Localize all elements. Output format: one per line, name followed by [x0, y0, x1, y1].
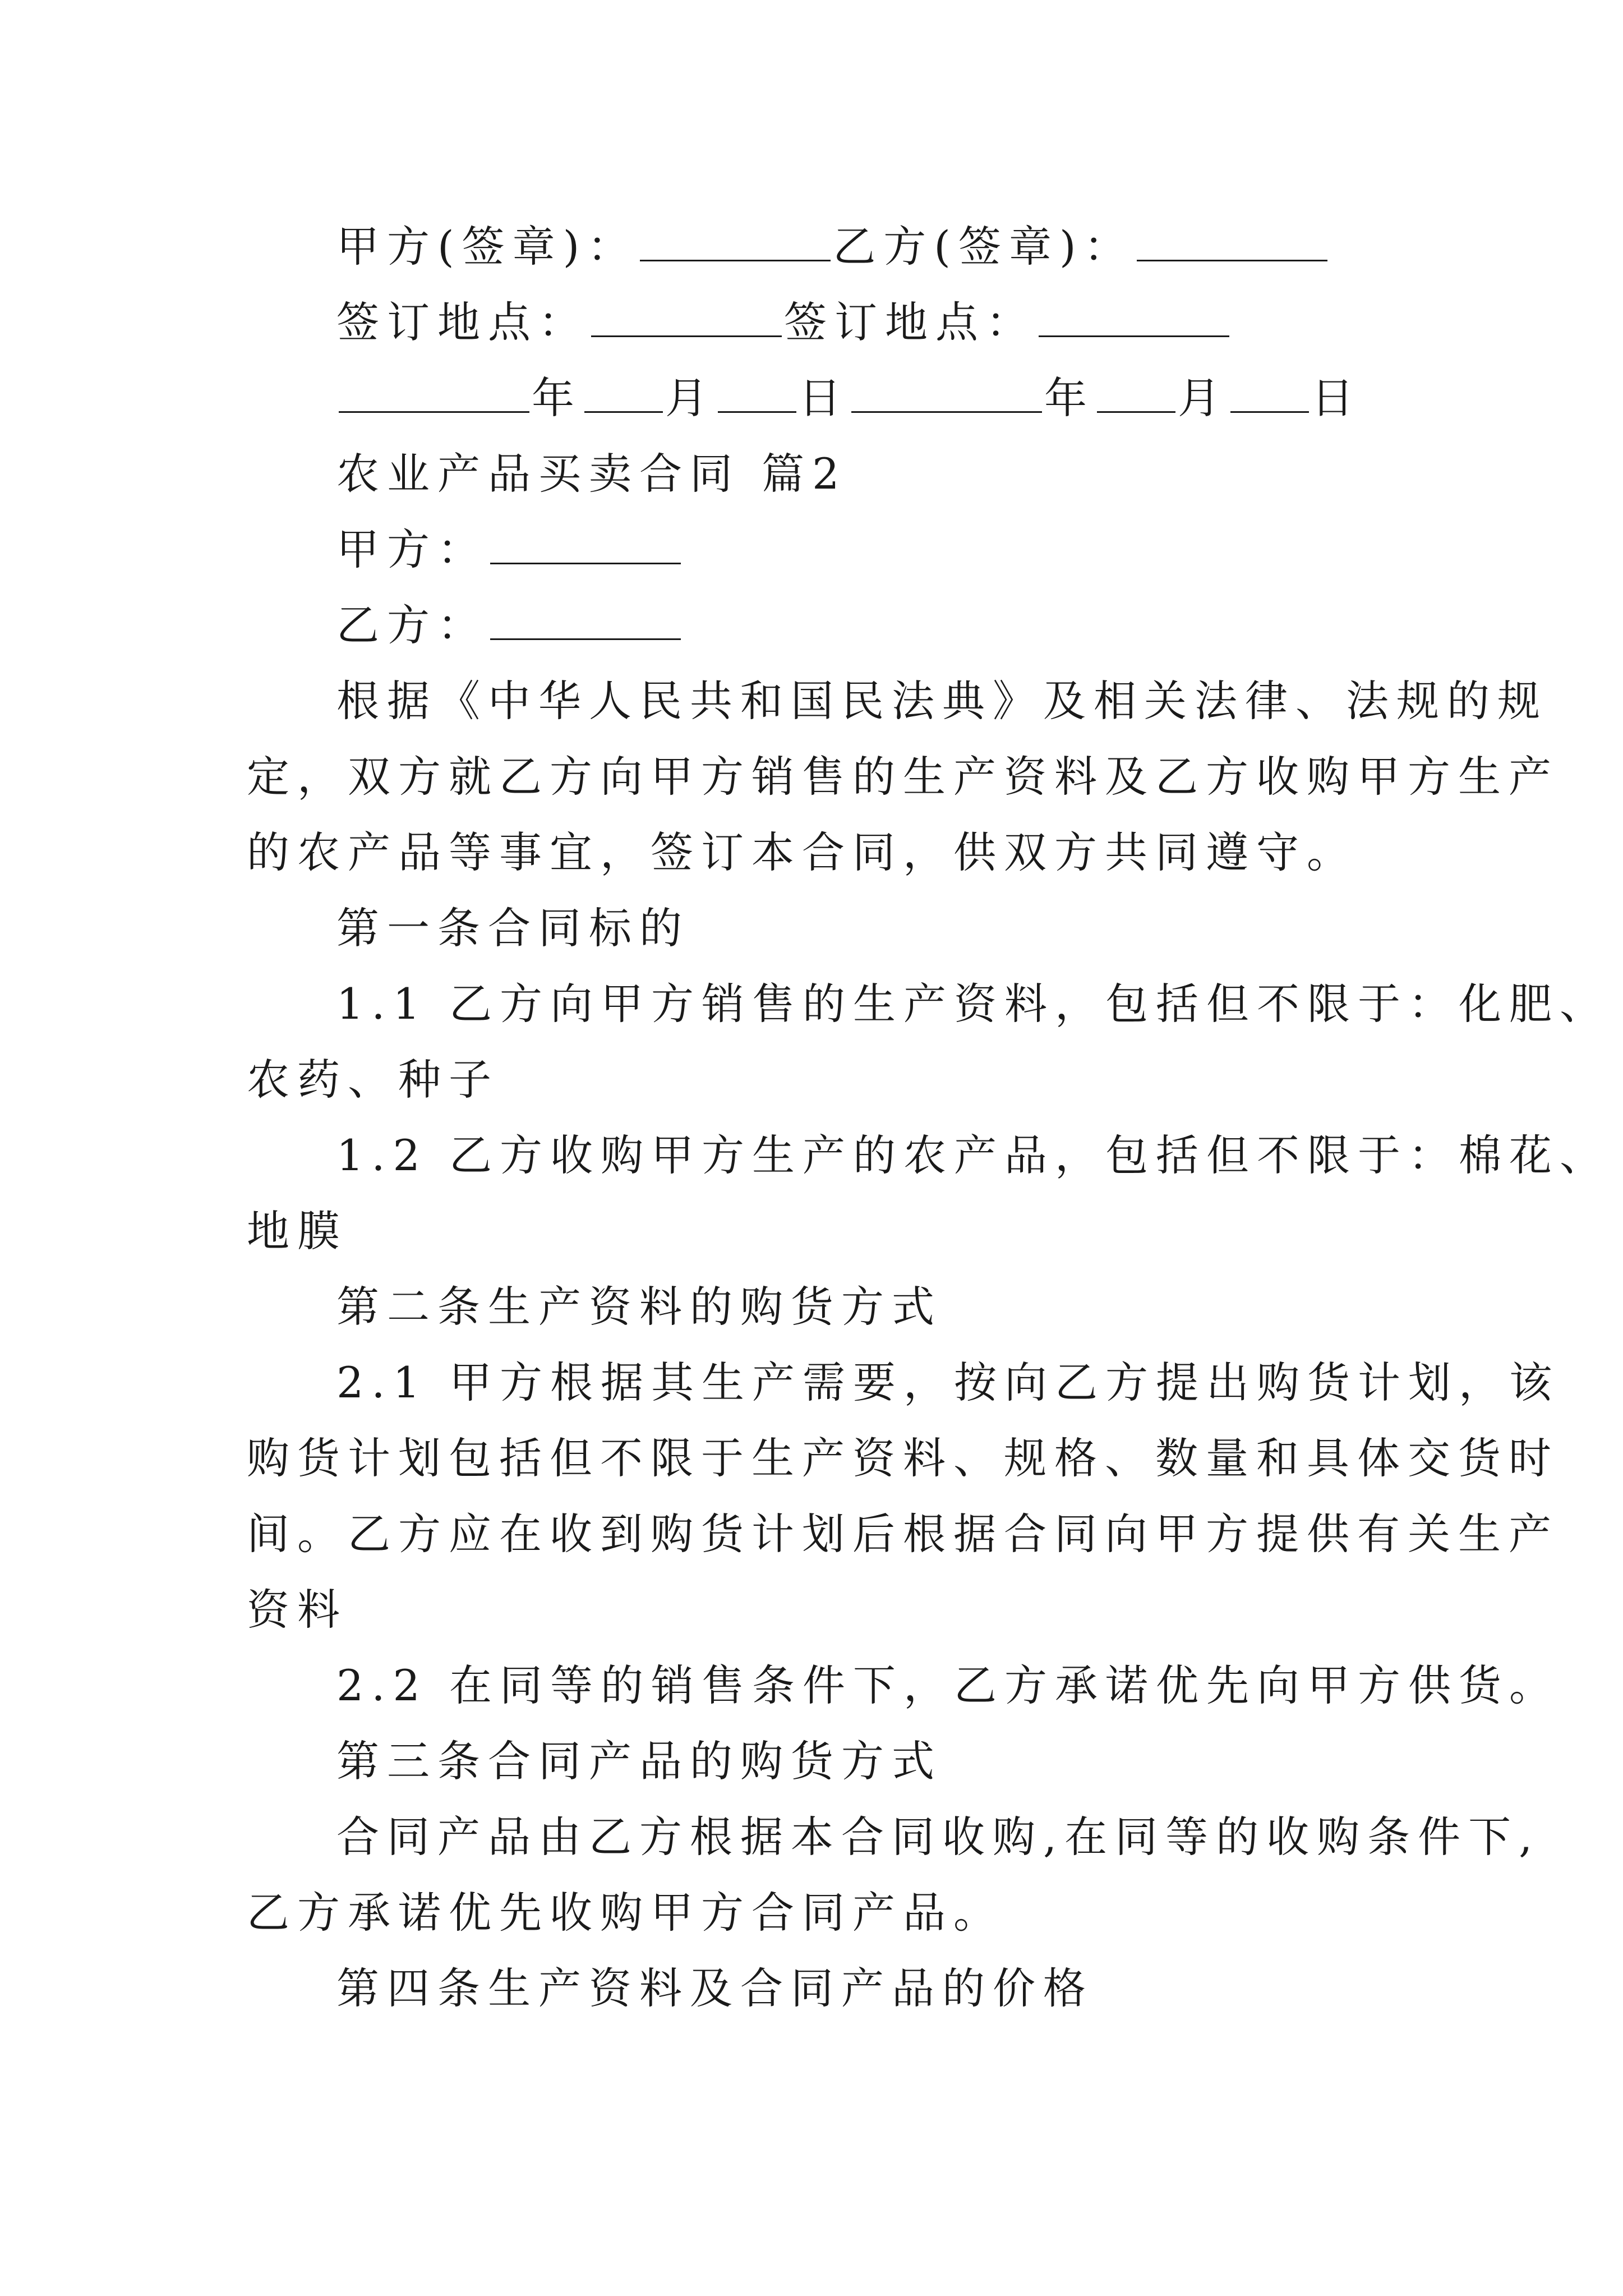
party-b-line — [336, 597, 1503, 654]
article3-body-line-1: 合同产品由乙方根据本合同收购,在同等的收购条件下, — [336, 1812, 1541, 1862]
party-b-seal-label: 乙方(签章)： — [833, 222, 1135, 272]
month-b-label: 月 — [1178, 373, 1228, 423]
article2-item2: 2.2 在同等的销售条件下，乙方承诺优先向甲方供货。 — [336, 1660, 1560, 1710]
intro-line-3: 的农产品等事宜，签订本合同，供双方共同遵守。 — [247, 827, 1357, 877]
year-a-blank — [339, 375, 529, 413]
year-b-blank — [851, 375, 1042, 413]
month-a-label: 月 — [665, 373, 716, 423]
article2-item1-line-4: 资料 — [247, 1585, 348, 1635]
article2-item1-line-2: 购货计划包括但不限于生产资料、规格、数量和具体交货时 — [247, 1433, 1559, 1483]
article3-title: 第三条合同产品的购货方式 — [336, 1736, 942, 1786]
article1-item2-line-1: 1.2 乙方收购甲方生产的农产品，包括但不限于：棉花、 — [336, 1130, 1611, 1180]
month-b-blank — [1097, 375, 1175, 413]
place-b-label: 签订地点： — [784, 297, 1036, 347]
article1-title: 第一条合同标的 — [336, 903, 690, 953]
article3-body-line-2: 乙方承诺优先收购甲方合同产品。 — [247, 1888, 1004, 1938]
article2-item1-line-1: 2.1 甲方根据其生产需要，按向乙方提出购货计划，该 — [336, 1358, 1560, 1407]
article4-title: 第四条生产资料及合同产品的价格 — [336, 1963, 1094, 2013]
day-a-label: 日 — [799, 373, 849, 423]
place-a-label: 签订地点： — [336, 297, 589, 347]
year-a-label: 年 — [532, 373, 582, 423]
party-b-seal-blank — [1137, 224, 1327, 261]
place-b-blank — [1039, 300, 1229, 337]
party-a-seal-label: 甲方(签章)： — [336, 222, 638, 272]
article1-item2-line-2: 地膜 — [247, 1206, 348, 1256]
party-a-line — [336, 522, 1503, 578]
day-a-blank — [718, 375, 796, 413]
signature-seal-line — [336, 219, 1503, 275]
year-b-label: 年 — [1044, 373, 1095, 423]
intro-line-1: 根据《中华人民共和国民法典》及相关法律、法规的规 — [336, 676, 1548, 726]
month-a-blank — [584, 375, 663, 413]
place-a-blank — [591, 300, 782, 337]
article2-title: 第二条生产资料的购货方式 — [336, 1282, 942, 1332]
signature-place-line — [336, 295, 1503, 351]
article2-item1-line-3: 间。乙方应在收到购货计划后根据合同向甲方提供有关生产 — [247, 1509, 1559, 1559]
party-a-blank — [490, 527, 681, 564]
signature-date-line — [336, 370, 1503, 426]
party-a-label: 甲方： — [336, 524, 488, 574]
intro-line-2: 定，双方就乙方向甲方销售的生产资料及乙方收购甲方生产 — [247, 752, 1559, 802]
day-b-blank — [1230, 375, 1309, 413]
article1-item1-line-1: 1.1 乙方向甲方销售的生产资料，包括但不限于：化肥、 — [336, 979, 1611, 1029]
section-title: 农业产品买卖合同 篇2 — [336, 449, 847, 499]
day-b-label: 日 — [1311, 373, 1362, 423]
article1-item1-line-2: 农药、种子 — [247, 1055, 499, 1105]
party-b-label: 乙方： — [336, 600, 488, 650]
party-a-seal-blank — [640, 224, 831, 261]
party-b-blank — [490, 602, 681, 640]
